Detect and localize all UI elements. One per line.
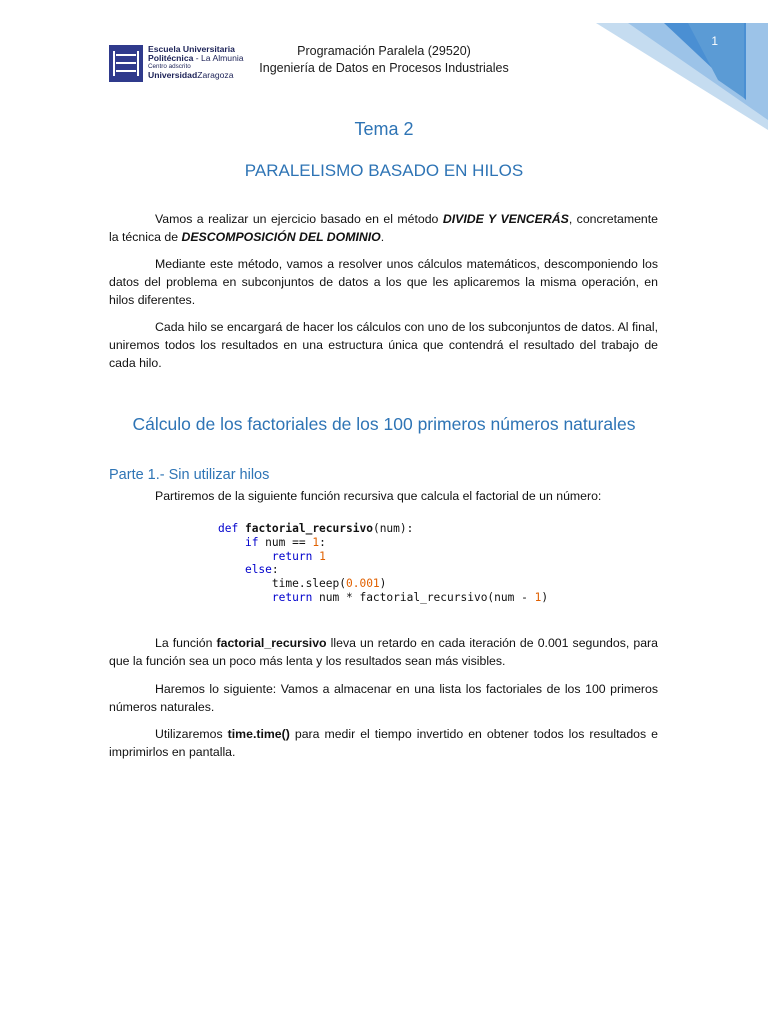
logo-line-2-rest: - La Almunia xyxy=(193,53,244,64)
paragraph-4 xyxy=(109,634,658,670)
paragraph-4-text-b: lleva un retardo en cada iteración de 0.001 segundos, para que la función sea un poco más lenta y los resultados sean más visibles. xyxy=(109,636,658,668)
paragraph-5 xyxy=(109,680,658,716)
code-keyword: def xyxy=(218,522,239,535)
paragraph-1-emphasis-b: DESCOMPOSICIÓN DEL DOMINIO xyxy=(181,230,381,244)
code-text: : xyxy=(271,563,279,577)
code-text: num == xyxy=(258,535,313,549)
logo-line-4-bold: Universidad xyxy=(148,70,198,81)
code-text: time.sleep( xyxy=(271,577,346,591)
paragraph-6-text-b: para medir el tiempo invertido en obtener todos los resultados e imprimirlos en pantalla. xyxy=(109,727,658,759)
logo-line-4-rest: Zaragoza xyxy=(197,70,234,81)
code-text: num * factorial_recursivo(num - xyxy=(312,590,535,604)
paragraph-6 xyxy=(109,725,658,761)
page-subtitle: PARALELISMO BASADO EN HILOS xyxy=(244,161,524,180)
logo-line-1: Escuela Universitaria xyxy=(148,44,235,54)
paragraph-3 xyxy=(109,318,658,372)
code-number: 1 xyxy=(534,590,542,604)
paragraph-1-text-c: . xyxy=(380,230,385,244)
code-function-name: factorial_recursivo xyxy=(244,522,373,535)
page-title: Tema 2 xyxy=(354,119,414,139)
code-number: 0.001 xyxy=(345,577,380,591)
code-number: 1 xyxy=(312,535,320,549)
paragraph-1-text-b: , concretamente la técnica de xyxy=(109,212,659,244)
paragraph-1-emphasis-a: DIVIDE Y VENCERÁS xyxy=(442,212,569,226)
code-keyword: return xyxy=(271,590,313,604)
code-keyword: return xyxy=(271,549,313,563)
code-number: 1 xyxy=(319,549,326,563)
paragraph-6-text-a: Utilizaremos xyxy=(155,727,228,741)
intro-paragraph xyxy=(109,487,658,505)
intro-text: Partiremos de la siguiente función recursiva que calcula el factorial de un número: xyxy=(155,489,602,503)
degree-name: Ingeniería de Datos en Procesos Industriales xyxy=(259,61,509,75)
section-heading: Cálculo de los factoriales de los 100 primeros números naturales xyxy=(132,414,636,434)
code-keyword: if xyxy=(244,535,259,549)
paragraph-4-text-a: La función xyxy=(155,636,217,650)
paragraph-3-text: Cada hilo se encargará de hacer los cálculos con uno de los subconjuntos de datos. Al final, uniremos todos los resultados en una estructura única que contendrá el resultado del trabajo de cada hilo. xyxy=(109,320,658,370)
code-text: : xyxy=(319,535,326,549)
paragraph-1-text-a: Vamos a realizar un ejercicio basado en el método xyxy=(155,212,443,226)
paragraph-2 xyxy=(109,255,658,309)
logo-line-3: Centro adscrito xyxy=(148,63,191,71)
paragraph-4-emphasis: factorial_recursivo xyxy=(216,636,327,650)
page-number: 1 xyxy=(711,34,718,48)
code-keyword: else xyxy=(244,563,272,577)
paragraph-2-text: Mediante este método, vamos a resolver unos cálculos matemáticos, descomponiendo los datos del problema en subconjuntos de datos a los que les aplicaremos la misma operación, en hilos diferentes. xyxy=(109,257,658,307)
logo-line-2-bold: Politécnica xyxy=(148,53,194,64)
part-heading: Parte 1.- Sin utilizar hilos xyxy=(109,467,270,483)
paragraph-6-emphasis: time.time() xyxy=(227,727,290,741)
code-text: ) xyxy=(379,577,387,591)
paragraph-5-text: Haremos lo siguiente: Vamos a almacenar en una lista los factoriales de los 100 primeros números naturales. xyxy=(109,682,658,714)
code-text: ) xyxy=(541,590,549,604)
code-block xyxy=(218,522,548,605)
page-header xyxy=(0,43,768,77)
code-text: (num): xyxy=(372,522,414,535)
paragraph-1 xyxy=(109,210,658,246)
course-name: Programación Paralela (29520) xyxy=(297,44,471,58)
